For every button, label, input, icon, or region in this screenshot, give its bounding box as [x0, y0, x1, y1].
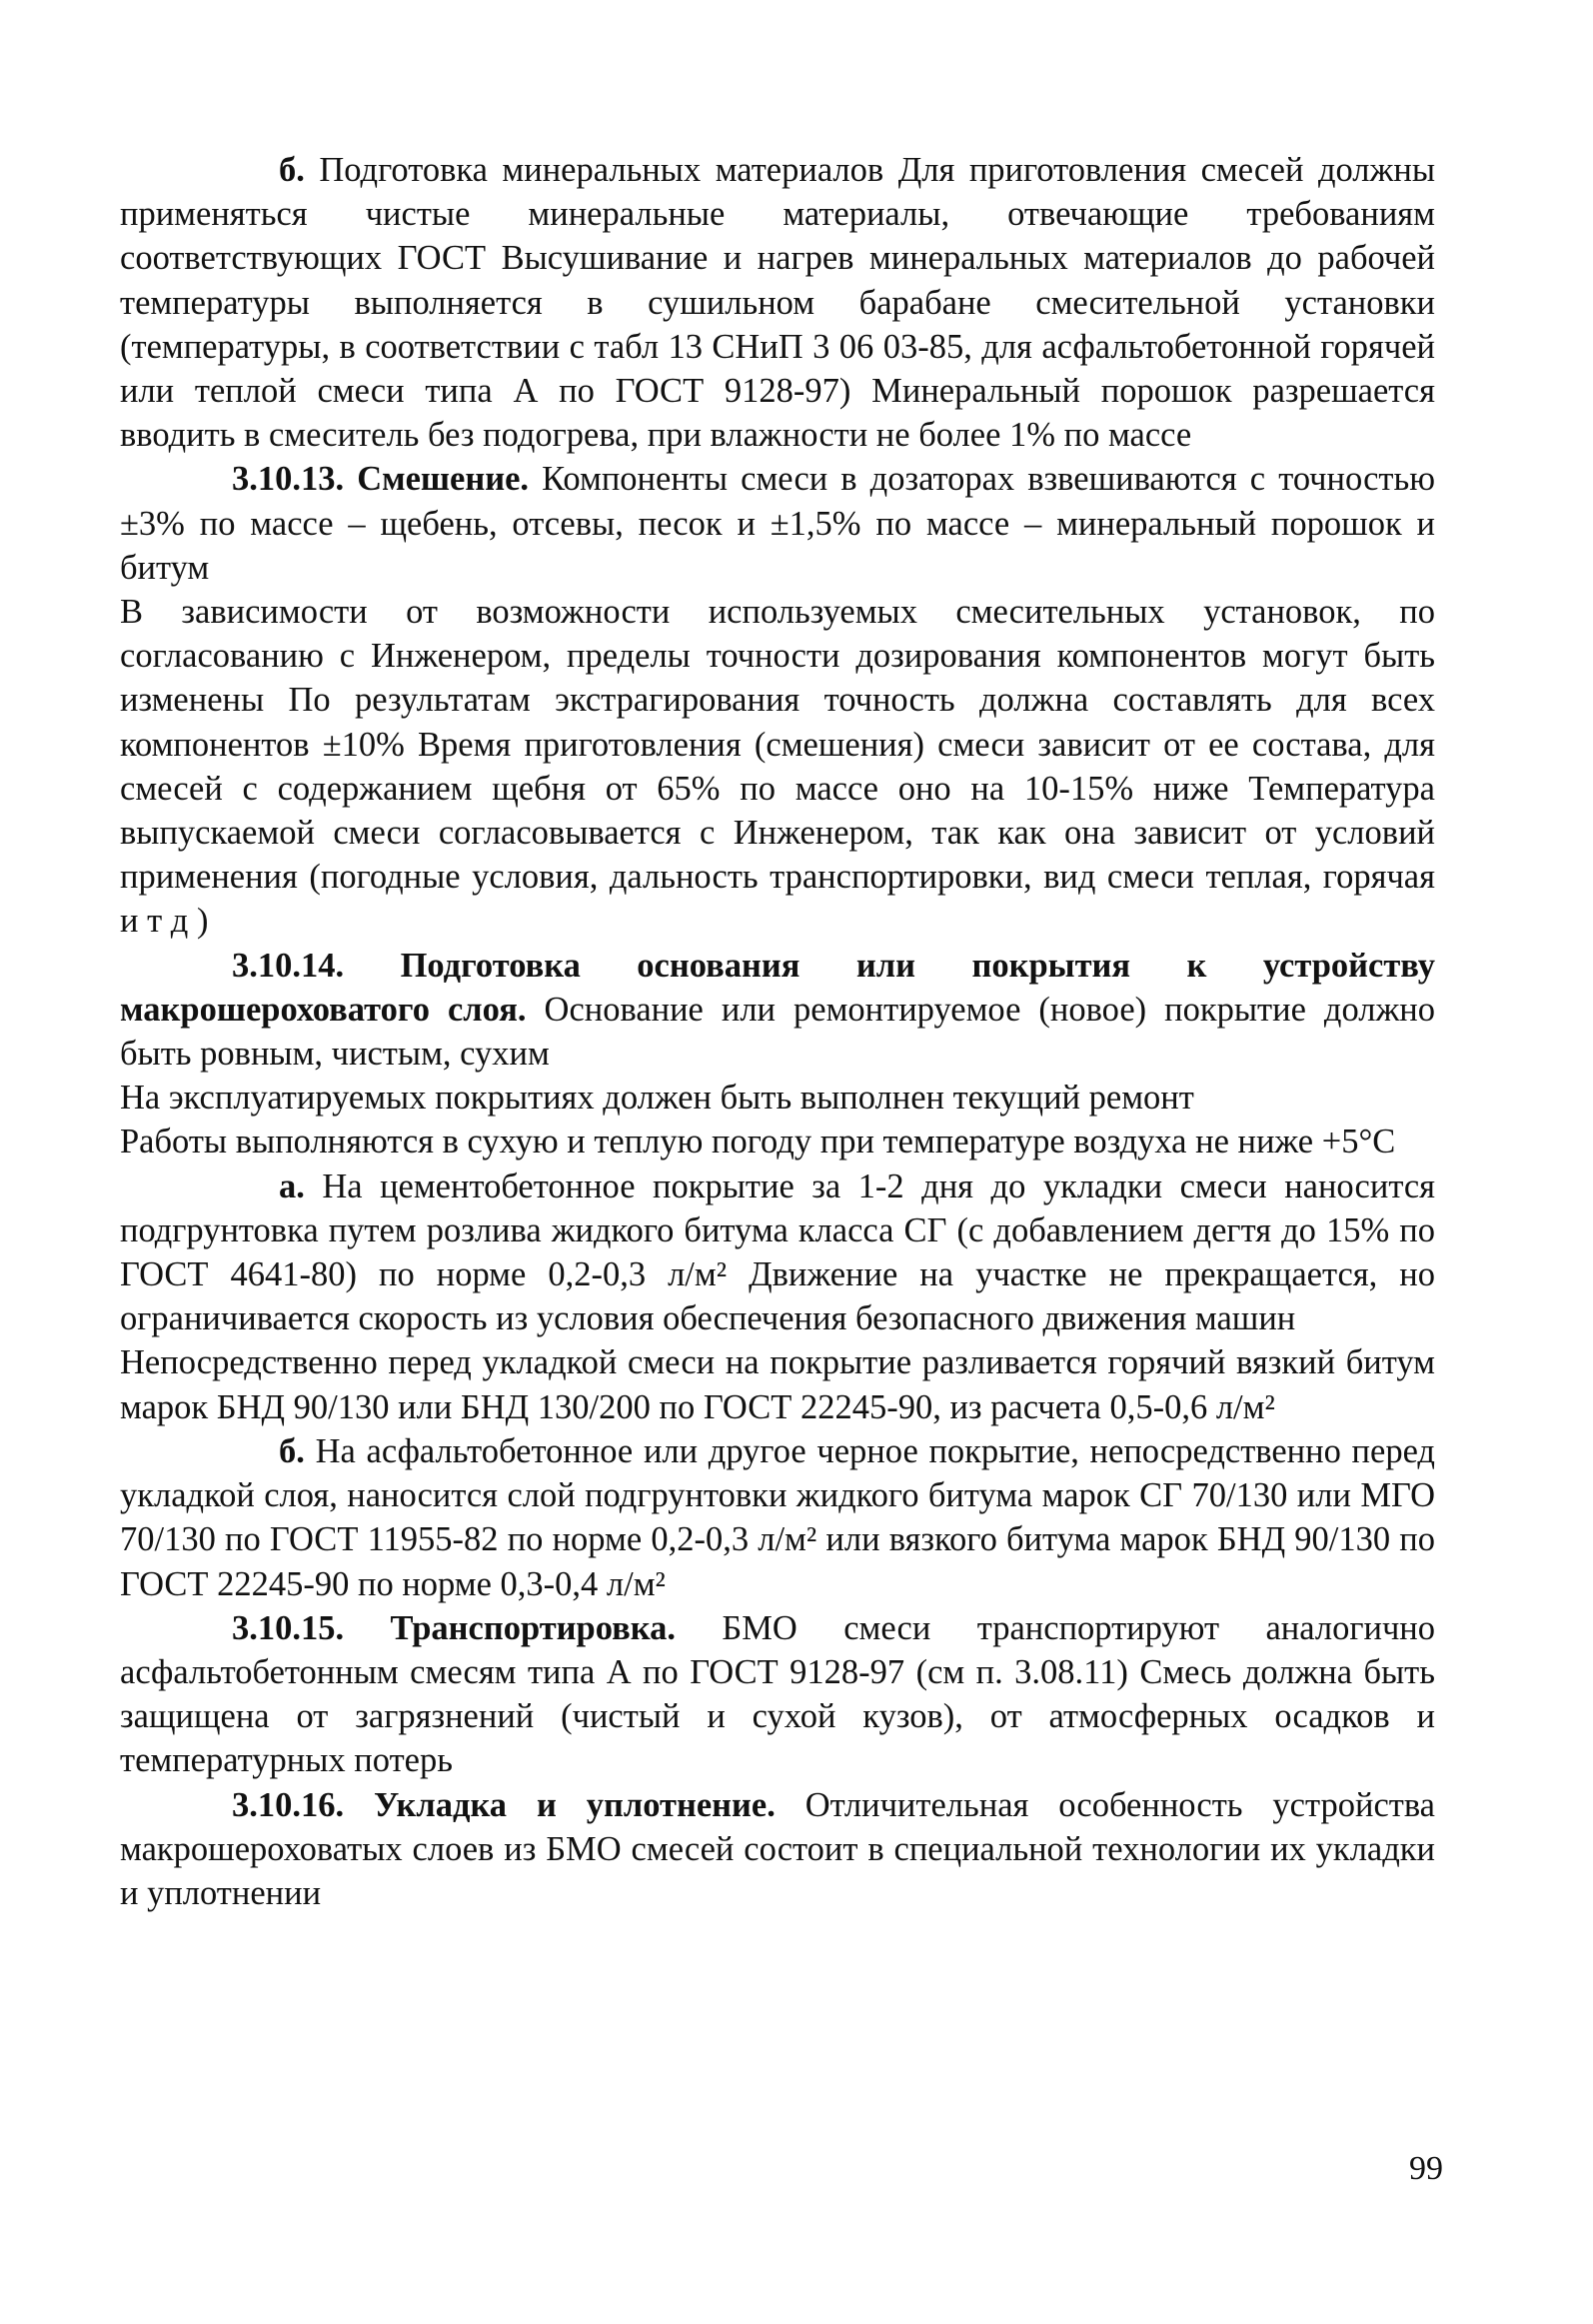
paragraph-heading: б. [279, 1431, 305, 1470]
paragraph-dosing [120, 590, 1435, 944]
paragraph-cement-concrete [120, 1164, 1435, 1341]
section-3-10-14 [120, 944, 1435, 1077]
paragraph-text: На асфальтобетонное или другое черное покрытие, непосредственно перед укладкой слоя, наносится слой подгрунтовки жидкого битума марок СГ 70/130 или МГО 70/130 по ГОСТ 11955-82 по норме 0,2-0,3 л/м² или вязкого битума марок БНД 90/130 по ГОСТ 22245-90 по норме 0,3-0,4 л/м² [120, 1431, 1435, 1603]
document-body [120, 148, 1435, 1915]
paragraph-text: Компоненты смеси в дозаторах взвешиваются с точностью ±3% по массе – щебень, отсевы, песок и ±1,5% по массе – минеральный порошок и битум [120, 460, 1435, 587]
paragraph-text: На цементобетонное покрытие за 1-2 дня до укладки смеси наносится подгрунтовка путем розлива жидкого битума класса СГ (с добавлением дегтя до 15% по ГОСТ 4641-80) по норме 0,2-0,3 л/м² Движение на участке не прекращается, но ограничивается скорость из условия обеспечения безопасного движения машин [120, 1166, 1435, 1338]
paragraph-hot-bitumen [120, 1340, 1435, 1428]
section-3-10-15 [120, 1606, 1435, 1783]
page-number: 99 [1409, 2150, 1443, 2187]
paragraph-mineral-prep [120, 148, 1435, 457]
paragraph-text: Работы выполняются в сухую и теплую погоду при температуре воздуха не ниже +5°С [120, 1123, 1396, 1162]
paragraph-heading: а. [279, 1166, 305, 1205]
section-heading: 3.10.16. Укладка и уплотнение. [232, 1785, 776, 1824]
section-heading: 3.10.13. Смешение. [232, 460, 530, 499]
paragraph-repair [120, 1076, 1435, 1120]
paragraph-text: БМО смеси транспортируют аналогично асфальтобетонным смесям типа А по ГОСТ 9128-97 (см п. 3.08.11) Смесь должна быть защищена от загрязнений (чистый и сухой кузов), от атмосферных осадков и температурных потерь [120, 1608, 1436, 1780]
paragraph-asphalt [120, 1429, 1435, 1606]
section-heading: 3.10.15. Транспортировка. [232, 1608, 676, 1647]
paragraph-text: В зависимости от возможности используемых смесительных установок, по согласованию с Инженером, пределы точности дозирования компонентов могут быть изменены По результатам экстрагирования точность должна составлять для всех компонентов ±10% Время приготовления (смешения) смеси зависит от ее состава, для смесей с содержанием щебня от 65% по массе оно на 10-15% ниже Температура выпускаемой смеси согласовывается с Инженером, так как она зависит от условий применения (погодные условия, дальность транспортировки, вид смеси теплая, горячая и т д ) [120, 593, 1435, 941]
section-heading: 3.10.14. Подготовка основания или покрытия к устройству макрошероховатого слоя. [120, 946, 1435, 1029]
paragraph-text: Подготовка минеральных материалов Для приготовления смесей должны применяться чистые минеральные материалы, отвечающие требованиям соответствующих ГОСТ Высушивание и нагрев минеральных материалов до рабочей температуры выполняется в сушильном барабане смесительной установки (температуры, в соответствии с табл 13 СНиП 3 06 03-85, для асфальтобетонной горячей или теплой смеси типа А по ГОСТ 9128-97) Минеральный порошок разрешается вводить в смеситель без подогрева, при влажности не более 1% по массе [120, 151, 1435, 455]
paragraph-heading: б. [279, 151, 305, 189]
paragraph-text: Непосредственно перед укладкой смеси на покрытие разливается горячий вязкий битум марок БНД 90/130 или БНД 130/200 по ГОСТ 22245-90, из расчета 0,5-0,6 л/м² [120, 1343, 1435, 1426]
paragraph-text: На эксплуатируемых покрытиях должен быть выполнен текущий ремонт [120, 1079, 1194, 1118]
paragraph-text: Основание или ремонтируемое (новое) покрытие должно быть ровным, чистым, сухим [120, 990, 1436, 1074]
section-3-10-13 [120, 457, 1435, 590]
paragraph-text: Отличительная особенность устройства макрошероховатых слоев из БМО смесей состоит в специальной технологии их укладки и уплотнении [120, 1785, 1435, 1912]
paragraph-weather [120, 1120, 1435, 1163]
section-3-10-16 [120, 1783, 1435, 1916]
